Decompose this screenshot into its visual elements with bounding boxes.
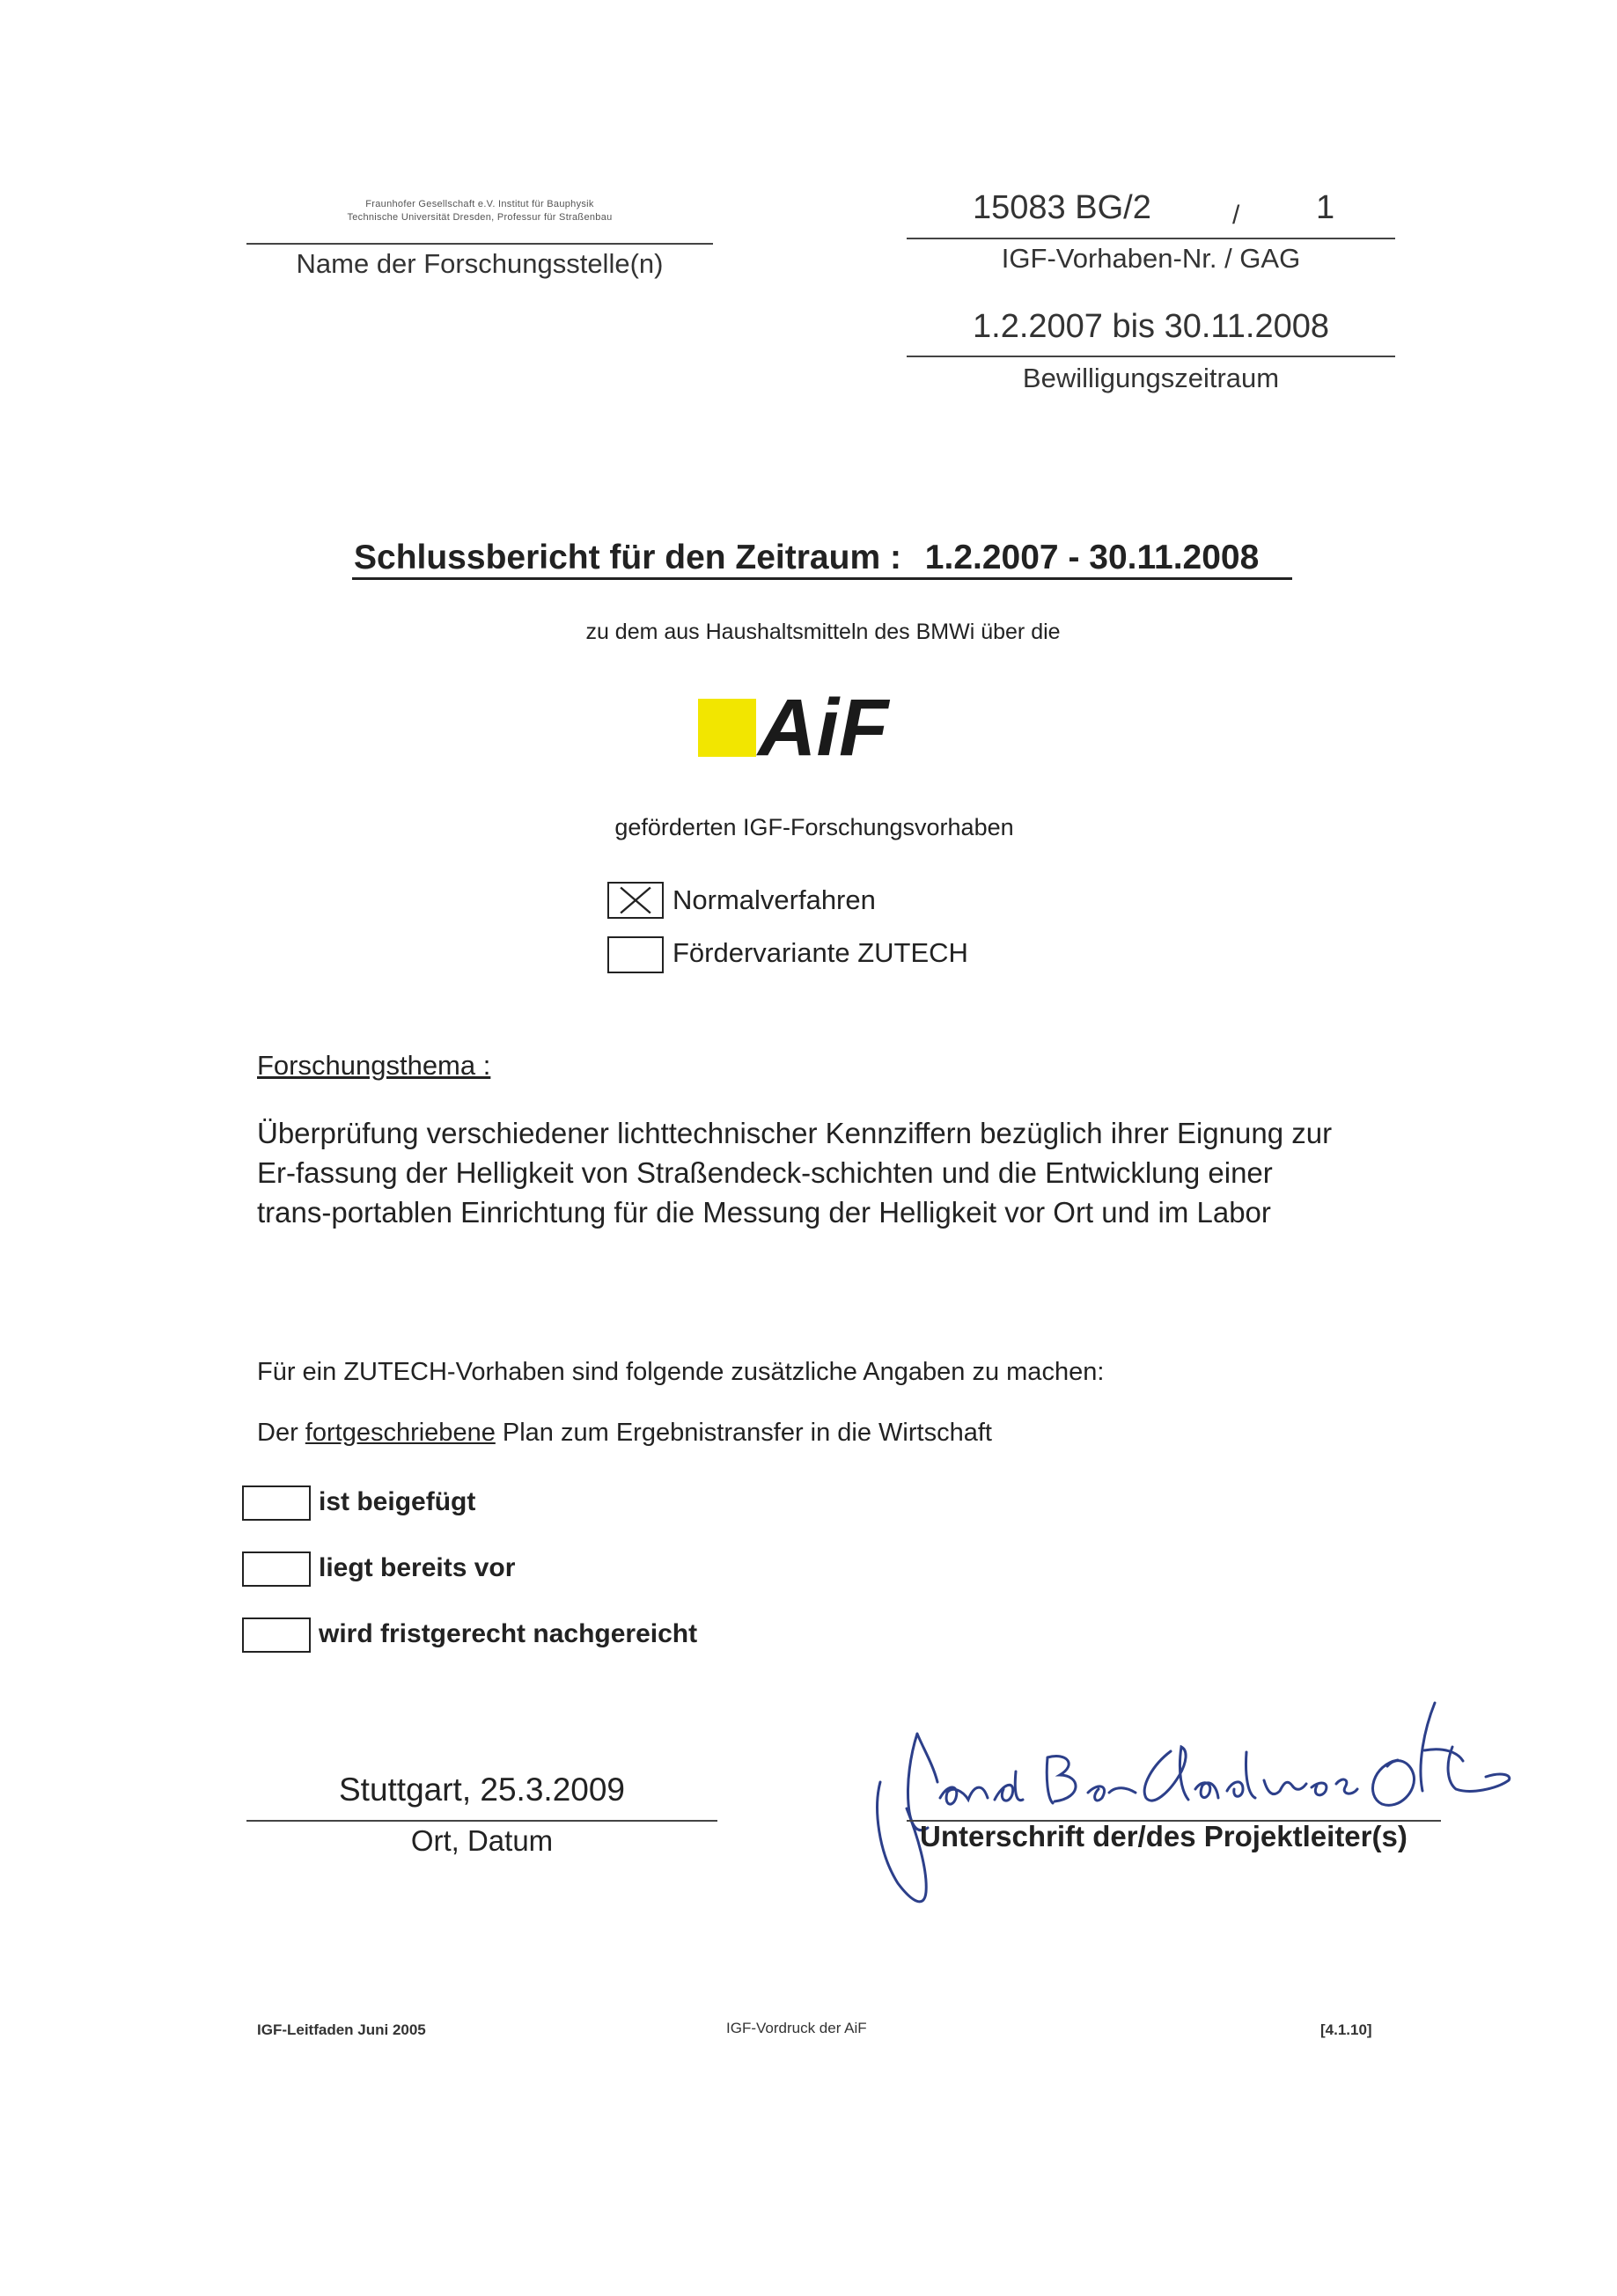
aif-logo-square: [698, 699, 756, 757]
already-available-checkbox[interactable]: [242, 1551, 311, 1587]
footer-code: [4.1.10]: [1320, 2021, 1372, 2038]
topic-line: Er-fassung der Helligkeit von Straßendeck-schichten und die Entwicklung einer: [257, 1156, 1273, 1189]
handwritten-signature: [871, 1694, 1518, 1923]
report-title: [354, 539, 1259, 577]
aif-logo-graphic: [698, 693, 962, 759]
aif-logo: [698, 693, 962, 759]
institution-line-2: Technische Universität Dresden, Professur für Straßenbau: [347, 212, 613, 223]
submitted-later-checkbox[interactable]: [242, 1617, 311, 1653]
topic-line: Überprüfung verschiedener lichttechnischer Kennziffern bezüglich ihrer Eignung zur: [257, 1117, 1333, 1149]
zutech-intro: Für ein ZUTECH-Vorhaben sind folgende zusätzliche Angaben zu machen:: [257, 1358, 1105, 1386]
project-number: 15083 BG/2: [973, 189, 1151, 226]
checkmark-x-icon: [609, 884, 662, 917]
signature-graphic: [871, 1694, 1518, 1923]
institution-block: [246, 198, 713, 224]
attached-label: ist beigefügt: [319, 1487, 476, 1516]
report-title-prefix: Schlussbericht für den Zeitraum :: [354, 539, 901, 576]
footer-form: IGF-Vordruck der AiF: [726, 2020, 867, 2036]
topic-line: trans-portablen Einrichtung für die Messung der Helligkeit vor Ort und im Labor: [257, 1196, 1271, 1229]
project-number-line: [907, 238, 1395, 239]
approval-period-label: Bewilligungszeitraum: [1022, 363, 1280, 393]
signature-label: Unterschrift der/des Projektleiter(s): [920, 1820, 1408, 1852]
attached-checkbox[interactable]: [242, 1485, 311, 1521]
aif-logo-text: AiF: [758, 693, 889, 759]
transfer-plan-prefix: Der: [257, 1419, 298, 1447]
approval-period: 1.2.2007 bis 30.11.2008: [973, 308, 1329, 345]
topic-heading: Forschungsthema :: [257, 1050, 491, 1081]
already-available-label: liegt bereits vor: [319, 1553, 516, 1582]
institution-line: [246, 243, 713, 245]
funded-label: geförderten IGF-Forschungsvorhaben: [614, 814, 1014, 840]
submitted-later-label: wird fristgerecht nachgereicht: [319, 1619, 698, 1648]
normalverfahren-label: Normalverfahren: [673, 884, 876, 915]
normalverfahren-checkbox[interactable]: [607, 882, 664, 919]
transfer-plan-underlined: fortgeschriebene: [305, 1419, 496, 1447]
institution-line-1: Fraunhofer Gesellschaft e.V. Institut für Bauphysik: [365, 199, 594, 209]
report-subtitle: zu dem aus Haushaltsmitteln des BMWi über die: [585, 620, 1061, 644]
project-separator: /: [1232, 201, 1240, 230]
place-date: Stuttgart, 25.3.2009: [338, 1772, 625, 1808]
approval-period-line: [907, 356, 1395, 357]
place-date-label: Ort, Datum: [410, 1824, 554, 1857]
footer-guide: IGF-Leitfaden Juni 2005: [257, 2021, 426, 2038]
zutech-variant-checkbox[interactable]: [607, 936, 664, 973]
report-title-range: 1.2.2007 - 30.11.2008: [924, 539, 1260, 576]
place-date-line: [246, 1820, 717, 1822]
project-gag: 1: [1316, 189, 1335, 226]
project-number-label: IGF-Vorhaben-Nr. / GAG: [1001, 243, 1301, 274]
topic-text: [257, 1113, 1428, 1232]
transfer-plan-text: [257, 1419, 992, 1448]
report-title-line: [352, 577, 1292, 580]
institution-label: Name der Forschungsstelle(n): [296, 248, 664, 279]
zutech-variant-label: Fördervariante ZUTECH: [673, 937, 968, 968]
transfer-plan-suffix: Plan zum Ergebnistransfer in die Wirtschaft: [502, 1419, 992, 1447]
